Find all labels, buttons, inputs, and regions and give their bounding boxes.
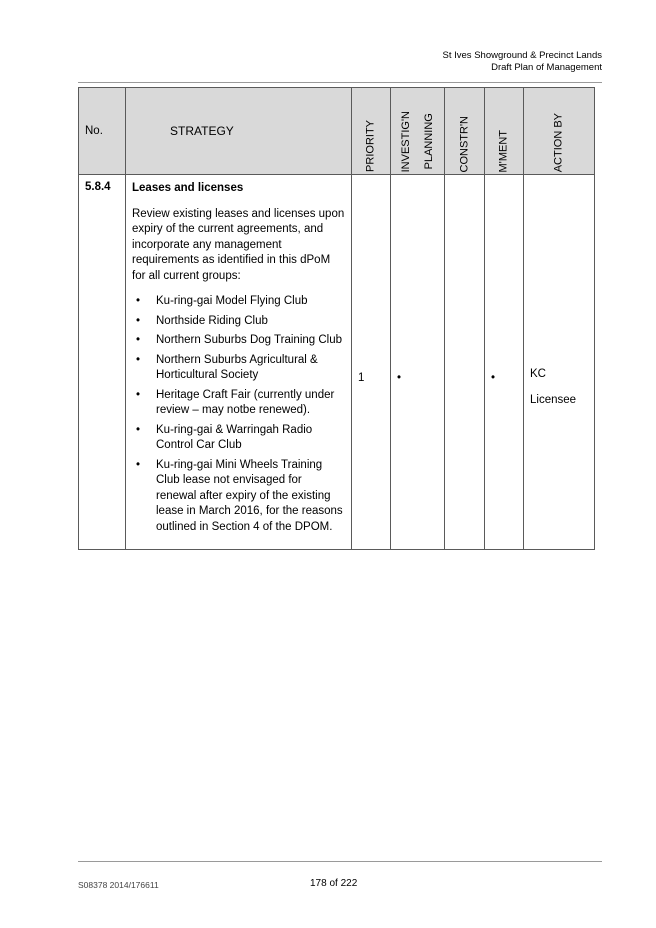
column-header-priority [352, 88, 391, 175]
row-number: 5.8.4 [79, 175, 126, 550]
page-number: 178 of 222 [310, 878, 358, 889]
mment-cell [485, 175, 524, 550]
column-header-investign-planning [391, 88, 445, 175]
constrn-cell [445, 175, 485, 550]
column-header-mment [485, 88, 524, 175]
header-subtitle: Draft Plan of Management [491, 62, 602, 73]
document-reference: S08378 2014/176611 [78, 880, 159, 890]
mment-mark: • [491, 372, 496, 384]
column-header-investign-label: INVESTIG'N [399, 110, 412, 172]
column-header-priority-label: PRIORITY [364, 120, 377, 172]
action-by-kc: KC [530, 368, 546, 380]
column-header-constrn [445, 88, 485, 175]
priority-cell [352, 175, 391, 550]
column-header-strategy: STRATEGY [126, 88, 352, 175]
list-item: • Ku-ring-gai Mini Wheels Training Club lease not envisaged for renewal after expiry of the existing lease in March 2016, for the reasons outlined in Section 4 of the DPOM. [132, 458, 345, 536]
group-list [132, 294, 345, 535]
column-header-mment-label: M'MENT [497, 129, 510, 172]
strategy-table [78, 87, 595, 550]
column-header-constrn-label: CONSTR'N [458, 115, 470, 172]
list-item: • Heritage Craft Fair (currently under review – may notbe renewed). [132, 388, 345, 419]
strategy-title: Leases and licenses [132, 182, 244, 194]
list-item: • Northern Suburbs Dog Training Club [132, 333, 345, 349]
action-by-cell [524, 175, 595, 550]
list-item: • Ku-ring-gai & Warringah Radio Control Car Club [132, 423, 345, 454]
header-title: St Ives Showground & Precinct Lands [442, 50, 602, 61]
column-header-planning-label: PLANNING [422, 113, 435, 170]
investign-mark: • [397, 372, 402, 384]
action-by-licensee: Licensee [530, 394, 577, 406]
priority-value: 1 [358, 372, 365, 384]
investign-planning-cell [391, 175, 445, 550]
strategy-description: Review existing leases and licenses upon expiry of the current agreements, and incorporate any management requirements as identified in this dPoM for all current groups: [132, 207, 345, 282]
strategy-cell [126, 175, 352, 550]
table-row [79, 175, 595, 550]
column-header-action-by [524, 88, 595, 175]
column-header-no: No. [79, 88, 126, 175]
list-item: • Northside Riding Club [132, 314, 345, 330]
list-item: • Northern Suburbs Agricultural & Horticultural Society [132, 353, 345, 384]
column-header-action-by-label: ACTION BY [552, 112, 565, 172]
header-rule [78, 82, 602, 83]
table-header-row [79, 88, 595, 175]
list-item: • Ku-ring-gai Model Flying Club [132, 294, 345, 310]
document-header [443, 50, 602, 74]
footer-rule [78, 861, 602, 862]
